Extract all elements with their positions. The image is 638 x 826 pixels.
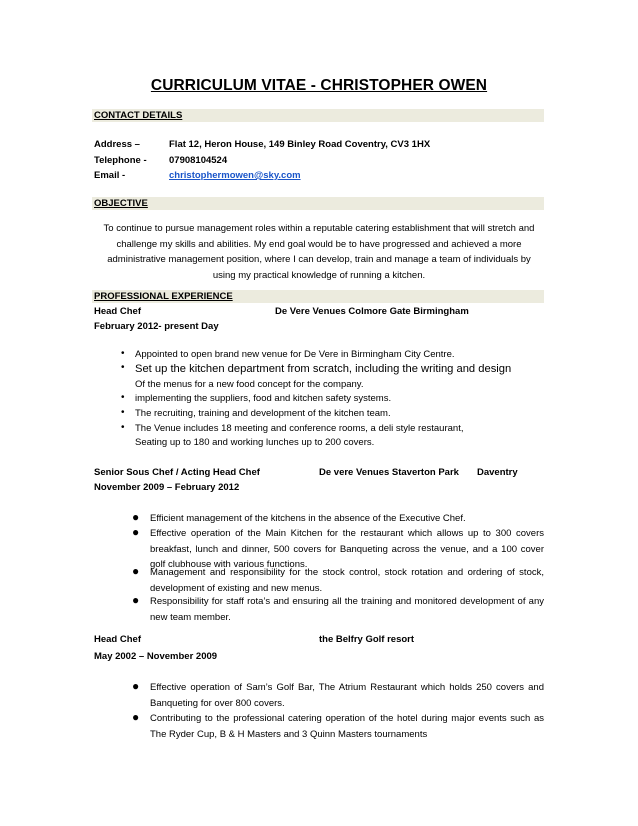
objective-line: To continue to pursue management roles within a reputable catering establishment that will stretch and — [103, 223, 535, 234]
email-label: Email - — [94, 170, 126, 181]
job-dates: November 2009 – February 2012 — [94, 482, 240, 493]
list-item: ● Responsibility for staff rota’s and ensuring all the training and monitored development of any new team member. — [132, 593, 544, 623]
job-role: Head Chef — [94, 634, 141, 645]
telephone-label: Telephone - — [94, 155, 147, 166]
objective-line: administrative management position, where I can develop, train and manage a team of individuals by — [107, 254, 531, 266]
job-role: Head Chef — [94, 306, 141, 317]
address-label: Address – — [94, 139, 140, 150]
contact-heading: CONTACT DETAILS — [94, 110, 183, 121]
job-employer: De vere Venues Staverton Park — [319, 467, 459, 478]
list-item: ● Effective operation of the Main Kitchen for the restaurant which allows up to 300 covers breakfast, lunch and dinner, 500 covers for Banqueting across the venue, and a 100 cover golf clubhouse with various functions. — [132, 525, 544, 570]
page-title: CURRICULUM VITAE - CHRISTOPHER OWEN — [150, 77, 488, 94]
objective-line: using my practical knowledge of running a kitchen. — [212, 269, 426, 281]
telephone-value: 07908104524 — [169, 155, 228, 166]
address-value: Flat 12, Heron House, 149 Binley Road Coventry, CV3 1HX — [169, 139, 431, 150]
job-location: Daventry — [477, 467, 518, 478]
job-dates: February 2012- present Day — [94, 321, 219, 332]
bullet-icon: ● — [132, 525, 140, 539]
list-item: ● Effective operation of Sam’s Golf Bar, The Atrium Restaurant which holds 250 covers and Banqueting for over 800 covers. — [132, 679, 544, 709]
list-item-continuation: Of the menus for a new food concept for the company. — [135, 379, 364, 390]
job-employer: the Belfry Golf resort — [319, 634, 415, 645]
bullet-icon: ● — [132, 679, 140, 693]
experience-heading: PROFESSIONAL EXPERIENCE — [94, 291, 233, 302]
list-item: • Appointed to open brand new venue for De Vere in Birmingham City Centre. — [121, 348, 455, 360]
email-link[interactable]: christophermowen@sky.com — [169, 170, 301, 181]
list-item: ● Efficient management of the kitchens in the absence of the Executive Chef. — [132, 510, 466, 524]
section-band-objective — [92, 197, 544, 210]
bullet-icon: ● — [132, 510, 140, 524]
bullet-icon: ● — [132, 564, 140, 578]
bullet-icon: • — [121, 422, 125, 433]
list-item: • The Venue includes 18 meeting and conference rooms, a deli style restaurant, — [121, 422, 464, 434]
list-item: • Set up the kitchen department from scratch, including the writing and design — [121, 362, 512, 375]
bullet-icon: • — [121, 392, 125, 403]
objective-heading: OBJECTIVE — [94, 198, 148, 209]
job-role: Senior Sous Chef / Acting Head Chef — [94, 467, 260, 478]
bullet-icon: ● — [132, 710, 140, 724]
bullet-icon: • — [121, 362, 125, 373]
objective-line: challenge my skills and abilities. My end goal would be to have progressed and achieved a more — [116, 238, 522, 250]
job-dates: May 2002 – November 2009 — [94, 651, 218, 662]
list-item-continuation: Seating up to 180 and working lunches up to 200 covers. — [135, 437, 375, 448]
list-item: • The recruiting, training and development of the kitchen team. — [121, 407, 391, 419]
list-item: ● Management and responsibility for the stock control, stock rotation and ordering of stock, development of existing and new menus. — [132, 564, 544, 594]
objective-text — [94, 221, 544, 283]
list-item: ● Contributing to the professional catering operation of the hotel during major events such as The Ryder Cup, B & H Masters and 3 Quinn Masters tournaments — [132, 710, 544, 740]
bullet-icon: • — [121, 348, 125, 359]
bullet-icon: • — [121, 407, 125, 418]
job-employer: De Vere Venues Colmore Gate Birmingham — [275, 306, 469, 317]
list-item: • implementing the suppliers, food and kitchen safety systems. — [121, 392, 392, 404]
bullet-icon: ● — [132, 593, 140, 607]
